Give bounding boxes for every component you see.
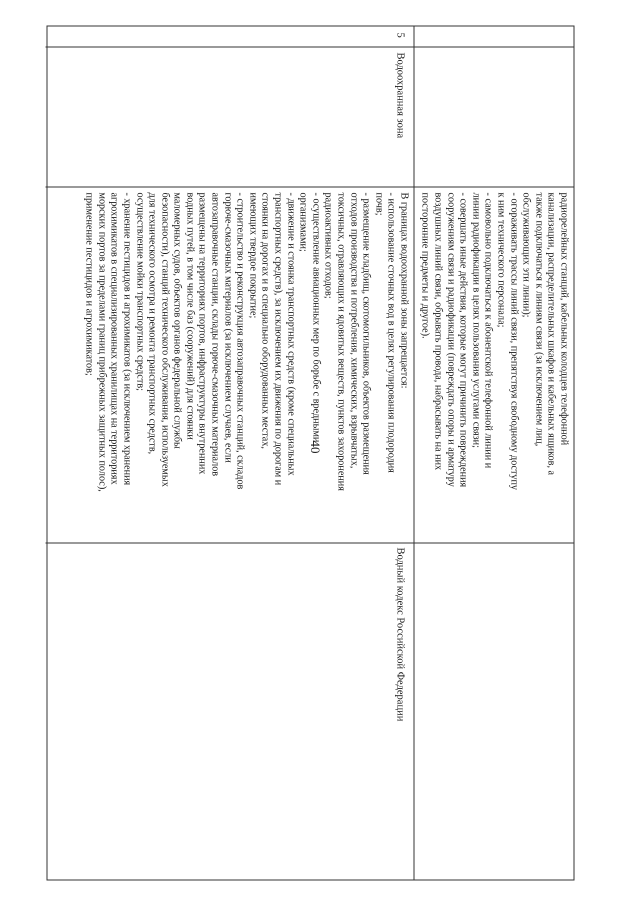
restrictions-text [50, 193, 410, 537]
column-divider [46, 187, 414, 188]
text-line: применение пестицидов и агрохимикатов; [83, 192, 95, 376]
text-line: сооружениям связи и радиофикации (повреждать опоры и арматуру [445, 192, 457, 487]
row-number: 5 [394, 32, 406, 38]
text-line: также подключаться к линиям связи (за исключением лиц, [533, 192, 545, 447]
text-line: - движение и стоянка транспортных средств (кроме специальных [285, 192, 297, 476]
text-line: осуществление мойки транспортных средств; [134, 192, 146, 391]
text-line: размещены на территориях портов, инфраструктуры внутренних [197, 192, 208, 475]
column-divider [415, 187, 574, 188]
text-line: безопасности), станций технического обслуживания, используемых [159, 192, 171, 487]
text-line: радиорелейных станций, кабельных колодцев телефонной [558, 192, 570, 446]
text-line: канализации, распределительных шкафов и кабельных ящиков, а [545, 192, 557, 476]
text-line: имеющих твердое покрытие; [247, 192, 259, 319]
text-line: - хранение пестицидов и агрохимикатов (за исключением хранения [121, 192, 133, 486]
text-line: стоянки на дорогах и в специально оборудованных местах, [259, 192, 271, 449]
column-divider [415, 543, 574, 544]
text-line: линии радиофикации в целях пользования услугами связи; [470, 192, 482, 448]
text-line: автозаправочные станции, склады горюче-смазочных материалов [209, 192, 221, 477]
text-line: обслуживающих эти линии); [520, 192, 532, 318]
text-line: - осуществление авиационных мер по борьбе с вредными [310, 192, 322, 443]
text-line: посторонние предметы и другое). [419, 192, 431, 339]
column-divider [415, 47, 574, 48]
restrictions-text [416, 193, 570, 537]
text-line: горюче-смазочных материалов (за исключением случаев, если [222, 192, 234, 463]
table-row [414, 27, 574, 880]
text-line: для технического осмотра и ремонта транспортных средств, [146, 192, 158, 455]
column-divider [46, 543, 414, 544]
text-line: - самовольно подключаться к абонентской телефонной линии и [482, 192, 494, 469]
text-line: отходов производства и потребления, химических, взрывчатых, [348, 192, 360, 469]
zone-name: Водоохранная зона [394, 52, 406, 139]
text-line: токсичных, отравляющих и ядовитых веществ, пунктов захоронения [335, 192, 347, 491]
text-line: водных путей, в том числе баз (сооружений) для стоянки [184, 192, 196, 440]
text-line: маломерных судов, объектов органов федеральной службы [171, 192, 183, 449]
text-line: агрохимикатов в специализированных хранилищах на территориях [108, 192, 120, 485]
table-row [46, 27, 414, 880]
page-number: 40 [308, 440, 323, 454]
column-divider [46, 47, 414, 48]
text-line: - размещение кладбищ, скотомогильников, объектов размещения [360, 192, 372, 475]
text-line: почв; [373, 192, 385, 216]
text-line: - использование сточных вод в целях регулирования плодородия [385, 192, 397, 473]
restrictions-table [47, 26, 575, 881]
text-line: к ним технического персонала; [495, 192, 507, 328]
text-line: - строительство и реконструкция автозаправочных станций, складов [234, 192, 246, 490]
text-line: - огораживать трассы линий связи, препятствуя свободному доступу [508, 192, 520, 491]
text-line: морских портов за пределами границ прибрежных защитных полос), [96, 192, 108, 492]
text-line: воздушных линий связи, обрывать провода, набрасывать на них [432, 192, 444, 471]
text-line: транспортных средств), за исключением их движения по дорогам и [272, 192, 284, 486]
text-line: В границах водоохранной зоны запрещается: [398, 192, 410, 389]
text-line: - совершать иные действия, которые могут причинить повреждения [457, 192, 469, 488]
text-line: радиоактивных отходов; [322, 192, 334, 299]
text-line: организмами; [297, 192, 309, 252]
legal-basis: Водный кодекс Российской Федерации [394, 547, 406, 722]
